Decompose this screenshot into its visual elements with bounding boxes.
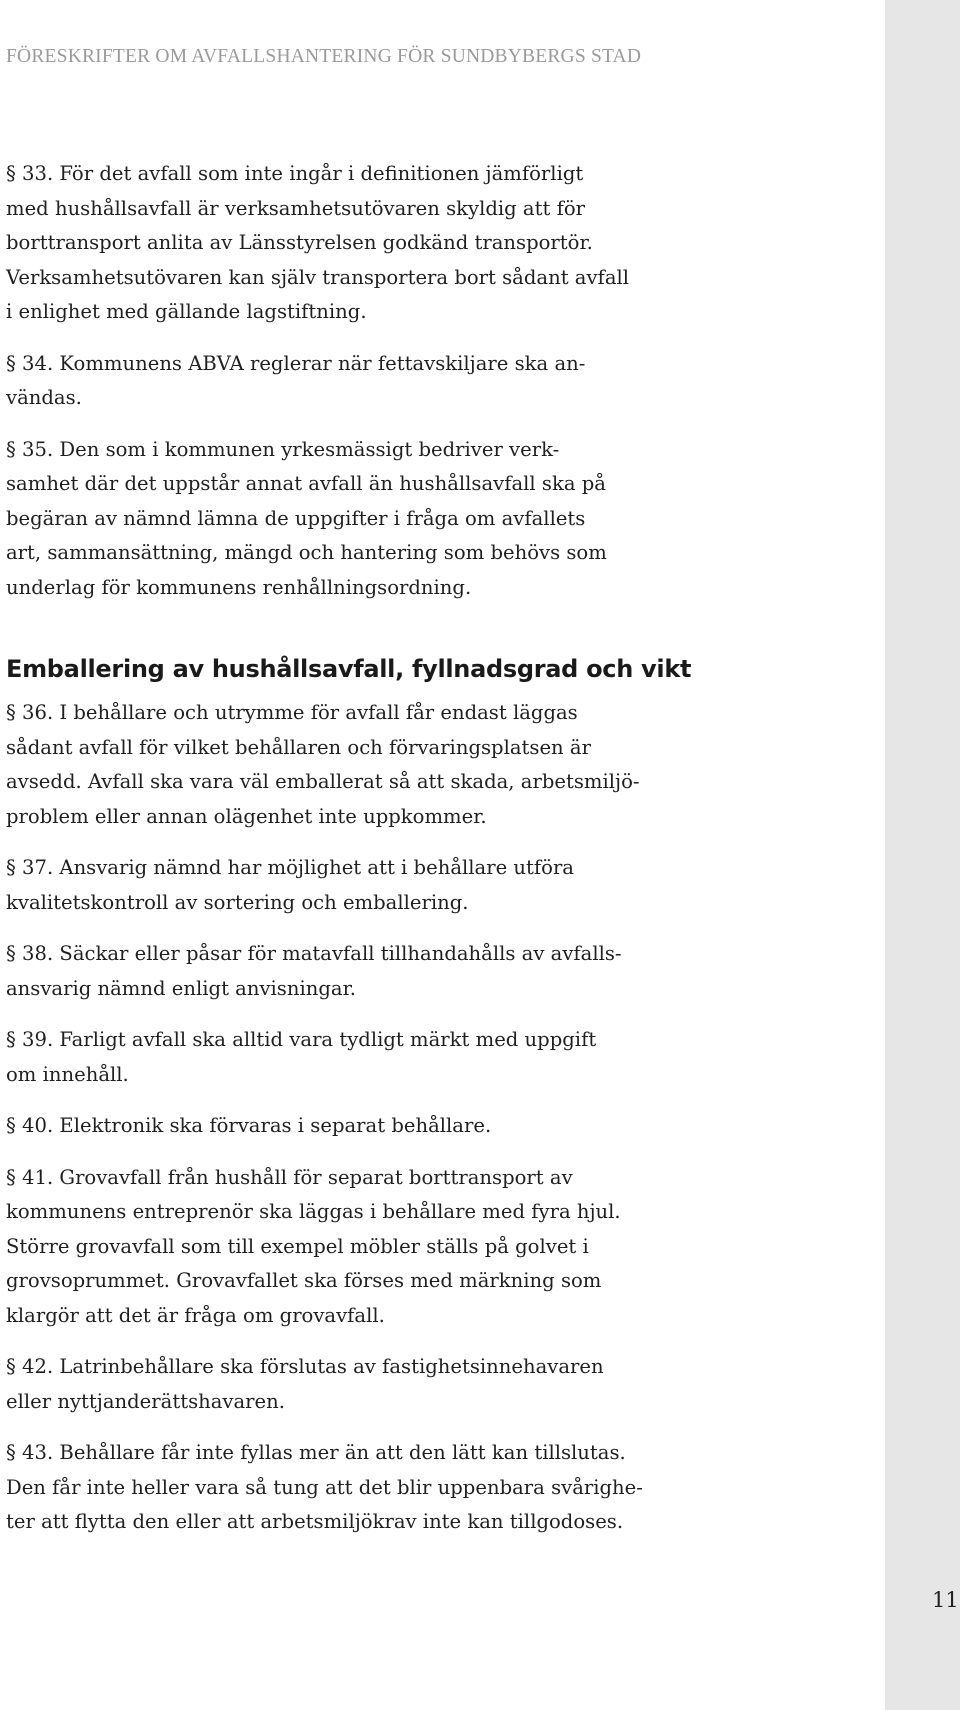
paragraph-34: § 34. Kommunens ABVA reglerar när fettavskiljare ska an- vändas. [6,351,586,409]
section-spacer [6,622,726,652]
margin-band [885,0,960,1710]
section-heading: Emballering av hushållsavfall, fyllnadsgrad och vikt [6,655,692,683]
paragraph-40: § 40. Elektronik ska förvaras i separat behållare. [6,1114,492,1137]
running-header: FÖRESKRIFTER OM AVFALLSHANTERING FÖR SUNDBYBERGS STAD [6,46,642,67]
paragraph-43: § 43. Behållare får inte fyllas mer än att den lätt kan tillslutas. Den får inte heller vara så tung att det blir uppenbara svårighe- ter att flytta den eller att arbetsmiljökrav inte kan tillgodoses. [6,1441,643,1533]
paragraph-35: § 35. Den som i kommunen yrkesmässigt bedriver verk- samhet där det uppstår annat avfall än hushållsavfall ska på begäran av nämnd lämna de uppgifter i fråga om avfallets art, sammansättning, mängd och hantering som behövs som underlag för kommunens renhållningsordning. [6,437,607,599]
document-body [6,157,726,1557]
paragraph-36: § 36. I behållare och utrymme för avfall får endast läggas sådant avfall för vilket behållaren och förvaringsplatsen är avsedd. Avfall ska vara väl emballerat så att skada, arbetsmiljö- problem eller annan olägenhet inte uppkommer. [6,701,640,828]
paragraph-42: § 42. Latrinbehållare ska förslutas av fastighetsinnehavaren eller nyttjanderättshavaren. [6,1355,604,1413]
paragraph-41: § 41. Grovavfall från hushåll för separat borttransport av kommunens entreprenör ska läggas i behållare med fyra hjul. Större grovavfall som till exempel möbler ställs på golvet i grovsoprummet. Grovavfallet ska förses med märkning som klargör att det är fråga om grovavfall. [6,1165,621,1327]
paragraph-33: § 33. För det avfall som inte ingår i definitionen jämförligt med hushållsavfall är verksamhetsutövaren skyldig att för borttransport anlita av Länsstyrelsen godkänd transportör. Verksamhetsutövaren kan själv transportera bort sådant avfall i enlighet med gällande lagstiftning. [6,162,630,323]
paragraph-37: § 37. Ansvarig nämnd har möjlighet att i behållare utföra kvalitetskontroll av sortering och emballering. [6,856,574,914]
paragraph-38: § 38. Säckar eller påsar för matavfall tillhandahålls av avfalls- ansvarig nämnd enligt anvisningar. [6,942,622,1000]
paragraph-39: § 39. Farligt avfall ska alltid vara tydligt märkt med uppgift om innehåll. [6,1028,597,1086]
page-number: 11 [932,1588,959,1612]
